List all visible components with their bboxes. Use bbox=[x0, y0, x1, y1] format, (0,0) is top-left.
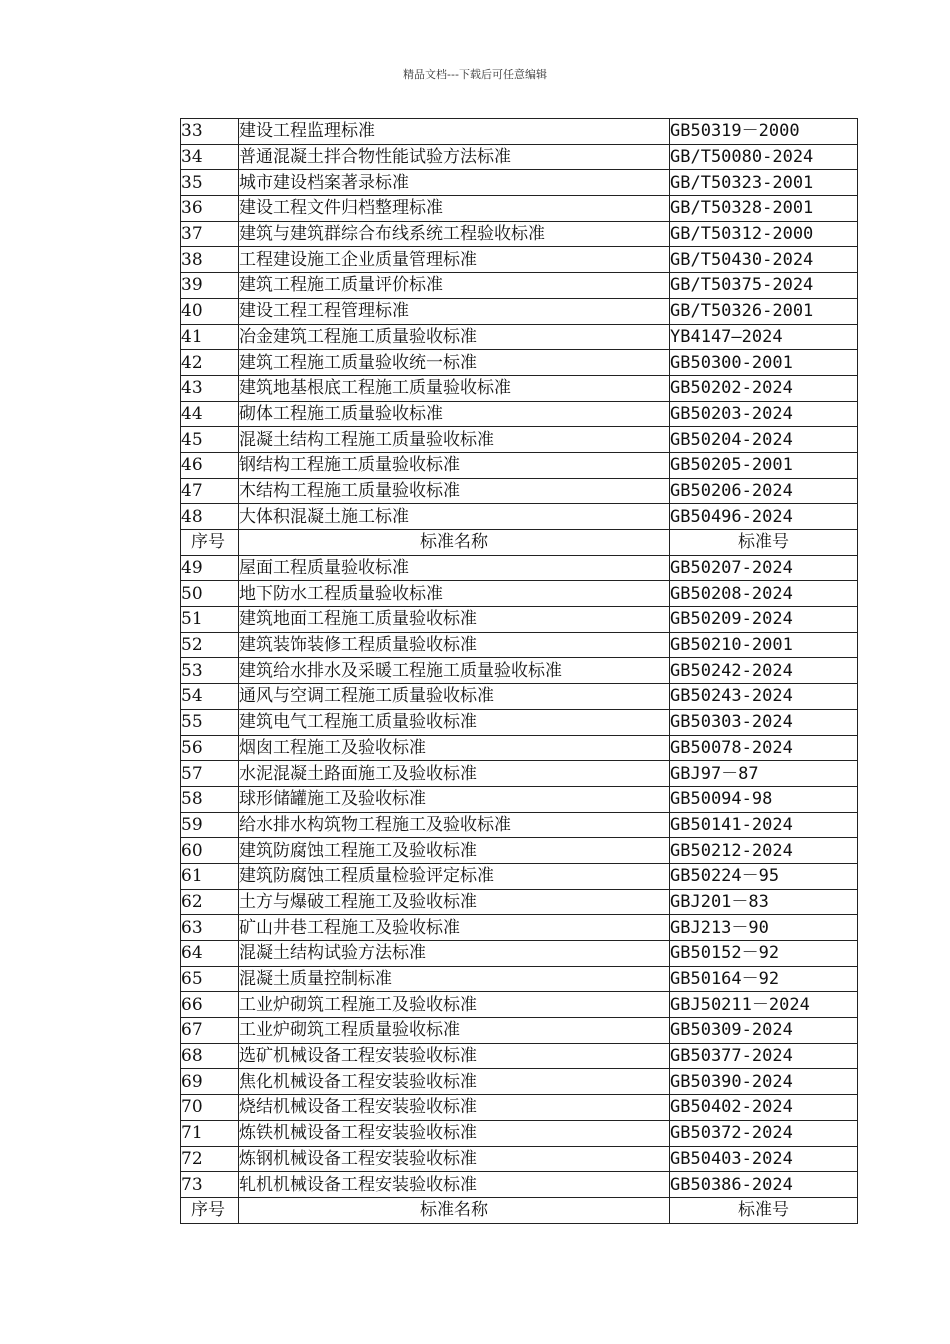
header-standard-code-cell: 标准号 bbox=[670, 1197, 858, 1223]
table-row bbox=[181, 375, 858, 401]
row-number-cell: 50 bbox=[181, 581, 239, 607]
standard-code-cell: GB50386-2024 bbox=[670, 1172, 858, 1198]
table-row bbox=[181, 1095, 858, 1121]
table-row bbox=[181, 555, 858, 581]
standard-name-cell: 工业炉砌筑工程质量验收标准 bbox=[239, 1018, 670, 1044]
table-row bbox=[181, 401, 858, 427]
standard-code-cell: GB50242-2024 bbox=[670, 658, 858, 684]
standards-table-body bbox=[181, 119, 858, 1224]
standard-name-cell: 焦化机械设备工程安装验收标准 bbox=[239, 1069, 670, 1095]
standard-code-cell: GB/T50312-2000 bbox=[670, 221, 858, 247]
row-number-cell: 58 bbox=[181, 786, 239, 812]
table-row bbox=[181, 170, 858, 196]
standard-code-cell: GBJ201－83 bbox=[670, 889, 858, 915]
standard-code-cell: GB50078-2024 bbox=[670, 735, 858, 761]
standard-code-cell: GB/T50430-2024 bbox=[670, 247, 858, 273]
header-standard-name-cell: 标准名称 bbox=[239, 530, 670, 556]
standard-name-cell: 冶金建筑工程施工质量验收标准 bbox=[239, 324, 670, 350]
standard-code-cell: GB50206-2024 bbox=[670, 478, 858, 504]
row-number-cell: 43 bbox=[181, 375, 239, 401]
table-row bbox=[181, 1172, 858, 1198]
row-number-cell: 45 bbox=[181, 427, 239, 453]
table-row bbox=[181, 350, 858, 376]
standard-name-cell: 炼钢机械设备工程安装验收标准 bbox=[239, 1146, 670, 1172]
table-row bbox=[181, 1043, 858, 1069]
row-number-cell: 65 bbox=[181, 966, 239, 992]
standard-code-cell: GB50164－92 bbox=[670, 966, 858, 992]
standard-name-cell: 建设工程工程管理标准 bbox=[239, 298, 670, 324]
standard-code-cell: GB50377-2024 bbox=[670, 1043, 858, 1069]
standard-code-cell: GB50319－2000 bbox=[670, 119, 858, 145]
table-row bbox=[181, 1018, 858, 1044]
table-row bbox=[181, 838, 858, 864]
standard-code-cell: YB4147—2024 bbox=[670, 324, 858, 350]
standard-code-cell: GB50094-98 bbox=[670, 786, 858, 812]
standard-name-cell: 矿山井巷工程施工及验收标准 bbox=[239, 915, 670, 941]
row-number-cell: 38 bbox=[181, 247, 239, 273]
row-number-cell: 36 bbox=[181, 196, 239, 222]
table-row bbox=[181, 1120, 858, 1146]
row-number-cell: 48 bbox=[181, 504, 239, 530]
standard-name-cell: 建筑防腐蚀工程质量检验评定标准 bbox=[239, 863, 670, 889]
standard-code-cell: GB50207-2024 bbox=[670, 555, 858, 581]
standard-code-cell: GB50204-2024 bbox=[670, 427, 858, 453]
row-number-cell: 46 bbox=[181, 452, 239, 478]
row-number-cell: 52 bbox=[181, 632, 239, 658]
standard-name-cell: 混凝土结构工程施工质量验收标准 bbox=[239, 427, 670, 453]
standard-code-cell: GB50243-2024 bbox=[670, 684, 858, 710]
standard-code-cell: GB50202-2024 bbox=[670, 375, 858, 401]
standard-code-cell: GB50496-2024 bbox=[670, 504, 858, 530]
row-number-cell: 70 bbox=[181, 1095, 239, 1121]
standard-name-cell: 普通混凝土拌合物性能试验方法标准 bbox=[239, 144, 670, 170]
standard-name-cell: 混凝土质量控制标准 bbox=[239, 966, 670, 992]
table-header-row bbox=[181, 530, 858, 556]
standard-name-cell: 建筑工程施工质量验收统一标准 bbox=[239, 350, 670, 376]
standard-name-cell: 烟囱工程施工及验收标准 bbox=[239, 735, 670, 761]
table-row bbox=[181, 632, 858, 658]
header-row-number-cell: 序号 bbox=[181, 1197, 239, 1223]
standard-code-cell: GB50212-2024 bbox=[670, 838, 858, 864]
standard-code-cell: GB50152－92 bbox=[670, 941, 858, 967]
standard-code-cell: GB/T50375-2024 bbox=[670, 273, 858, 299]
standard-name-cell: 轧机机械设备工程安装验收标准 bbox=[239, 1172, 670, 1198]
row-number-cell: 39 bbox=[181, 273, 239, 299]
standard-code-cell: GB/T50328-2001 bbox=[670, 196, 858, 222]
row-number-cell: 49 bbox=[181, 555, 239, 581]
table-row bbox=[181, 684, 858, 710]
row-number-cell: 40 bbox=[181, 298, 239, 324]
table-row bbox=[181, 992, 858, 1018]
standard-name-cell: 建筑防腐蚀工程施工及验收标准 bbox=[239, 838, 670, 864]
table-header-row bbox=[181, 1197, 858, 1223]
standard-name-cell: 建筑工程施工质量评价标准 bbox=[239, 273, 670, 299]
header-row-number-cell: 序号 bbox=[181, 530, 239, 556]
table-row bbox=[181, 966, 858, 992]
row-number-cell: 71 bbox=[181, 1120, 239, 1146]
standard-name-cell: 大体积混凝土施工标准 bbox=[239, 504, 670, 530]
standard-name-cell: 选矿机械设备工程安装验收标准 bbox=[239, 1043, 670, 1069]
table-row bbox=[181, 709, 858, 735]
row-number-cell: 54 bbox=[181, 684, 239, 710]
table-row bbox=[181, 478, 858, 504]
header-standard-name-cell: 标准名称 bbox=[239, 1197, 670, 1223]
standard-name-cell: 烧结机械设备工程安装验收标准 bbox=[239, 1095, 670, 1121]
standard-name-cell: 建筑地基根底工程施工质量验收标准 bbox=[239, 375, 670, 401]
row-number-cell: 51 bbox=[181, 607, 239, 633]
table-row bbox=[181, 144, 858, 170]
standard-name-cell: 钢结构工程施工质量验收标准 bbox=[239, 452, 670, 478]
standard-name-cell: 给水排水构筑物工程施工及验收标准 bbox=[239, 812, 670, 838]
header-standard-code-cell: 标准号 bbox=[670, 530, 858, 556]
row-number-cell: 69 bbox=[181, 1069, 239, 1095]
row-number-cell: 62 bbox=[181, 889, 239, 915]
row-number-cell: 72 bbox=[181, 1146, 239, 1172]
standard-name-cell: 土方与爆破工程施工及验收标准 bbox=[239, 889, 670, 915]
row-number-cell: 66 bbox=[181, 992, 239, 1018]
standard-code-cell: GB50402-2024 bbox=[670, 1095, 858, 1121]
standard-code-cell: GB/T50323-2001 bbox=[670, 170, 858, 196]
table-row bbox=[181, 581, 858, 607]
row-number-cell: 68 bbox=[181, 1043, 239, 1069]
table-row bbox=[181, 119, 858, 145]
standard-name-cell: 球形储罐施工及验收标准 bbox=[239, 786, 670, 812]
row-number-cell: 35 bbox=[181, 170, 239, 196]
standard-name-cell: 通风与空调工程施工质量验收标准 bbox=[239, 684, 670, 710]
row-number-cell: 61 bbox=[181, 863, 239, 889]
row-number-cell: 63 bbox=[181, 915, 239, 941]
standard-name-cell: 建设工程文件归档整理标准 bbox=[239, 196, 670, 222]
row-number-cell: 73 bbox=[181, 1172, 239, 1198]
table-row bbox=[181, 915, 858, 941]
standard-code-cell: GB50372-2024 bbox=[670, 1120, 858, 1146]
page-header: 精品文档---下载后可任意编辑 bbox=[403, 68, 547, 81]
row-number-cell: 44 bbox=[181, 401, 239, 427]
standard-name-cell: 炼铁机械设备工程安装验收标准 bbox=[239, 1120, 670, 1146]
row-number-cell: 34 bbox=[181, 144, 239, 170]
standard-name-cell: 建筑装饰装修工程质量验收标准 bbox=[239, 632, 670, 658]
table-row bbox=[181, 889, 858, 915]
standard-name-cell: 混凝土结构试验方法标准 bbox=[239, 941, 670, 967]
standard-name-cell: 水泥混凝土路面施工及验收标准 bbox=[239, 761, 670, 787]
table-row bbox=[181, 1069, 858, 1095]
standard-code-cell: GB50309-2024 bbox=[670, 1018, 858, 1044]
row-number-cell: 60 bbox=[181, 838, 239, 864]
standard-name-cell: 城市建设档案著录标准 bbox=[239, 170, 670, 196]
table-row bbox=[181, 607, 858, 633]
table-row bbox=[181, 735, 858, 761]
table-row bbox=[181, 1146, 858, 1172]
standard-code-cell: GB50141-2024 bbox=[670, 812, 858, 838]
standard-code-cell: GB/T50326-2001 bbox=[670, 298, 858, 324]
row-number-cell: 57 bbox=[181, 761, 239, 787]
table-row bbox=[181, 324, 858, 350]
standard-name-cell: 屋面工程质量验收标准 bbox=[239, 555, 670, 581]
table-row bbox=[181, 941, 858, 967]
standard-code-cell: GB50224－95 bbox=[670, 863, 858, 889]
standard-code-cell: GB50300-2001 bbox=[670, 350, 858, 376]
standard-code-cell: GB50303-2024 bbox=[670, 709, 858, 735]
standard-name-cell: 工程建设施工企业质量管理标准 bbox=[239, 247, 670, 273]
standard-code-cell: GB50210-2001 bbox=[670, 632, 858, 658]
row-number-cell: 53 bbox=[181, 658, 239, 684]
row-number-cell: 47 bbox=[181, 478, 239, 504]
row-number-cell: 64 bbox=[181, 941, 239, 967]
table-row bbox=[181, 273, 858, 299]
table-row bbox=[181, 452, 858, 478]
row-number-cell: 56 bbox=[181, 735, 239, 761]
table-row bbox=[181, 427, 858, 453]
standard-code-cell: GB/T50080-2024 bbox=[670, 144, 858, 170]
row-number-cell: 55 bbox=[181, 709, 239, 735]
row-number-cell: 59 bbox=[181, 812, 239, 838]
standard-code-cell: GB50209-2024 bbox=[670, 607, 858, 633]
standard-code-cell: GBJ97－87 bbox=[670, 761, 858, 787]
standard-name-cell: 砌体工程施工质量验收标准 bbox=[239, 401, 670, 427]
table-row bbox=[181, 812, 858, 838]
table-row bbox=[181, 196, 858, 222]
row-number-cell: 37 bbox=[181, 221, 239, 247]
standard-name-cell: 地下防水工程质量验收标准 bbox=[239, 581, 670, 607]
table-row bbox=[181, 658, 858, 684]
standards-table bbox=[180, 118, 858, 1224]
table-row bbox=[181, 298, 858, 324]
table-row bbox=[181, 786, 858, 812]
row-number-cell: 67 bbox=[181, 1018, 239, 1044]
standard-code-cell: GB50390-2024 bbox=[670, 1069, 858, 1095]
standard-code-cell: GB50403-2024 bbox=[670, 1146, 858, 1172]
table-row bbox=[181, 221, 858, 247]
standard-name-cell: 建筑给水排水及采暖工程施工质量验收标准 bbox=[239, 658, 670, 684]
standard-name-cell: 木结构工程施工质量验收标准 bbox=[239, 478, 670, 504]
standard-code-cell: GB50203-2024 bbox=[670, 401, 858, 427]
standard-name-cell: 建筑与建筑群综合布线系统工程验收标准 bbox=[239, 221, 670, 247]
row-number-cell: 41 bbox=[181, 324, 239, 350]
standard-code-cell: GB50205-2001 bbox=[670, 452, 858, 478]
standard-code-cell: GB50208-2024 bbox=[670, 581, 858, 607]
standard-name-cell: 建筑电气工程施工质量验收标准 bbox=[239, 709, 670, 735]
table-row bbox=[181, 863, 858, 889]
row-number-cell: 42 bbox=[181, 350, 239, 376]
standard-code-cell: GBJ50211－2024 bbox=[670, 992, 858, 1018]
table-row bbox=[181, 504, 858, 530]
standard-name-cell: 工业炉砌筑工程施工及验收标准 bbox=[239, 992, 670, 1018]
standard-name-cell: 建设工程监理标准 bbox=[239, 119, 670, 145]
standard-code-cell: GBJ213－90 bbox=[670, 915, 858, 941]
table-row bbox=[181, 247, 858, 273]
standard-name-cell: 建筑地面工程施工质量验收标准 bbox=[239, 607, 670, 633]
row-number-cell: 33 bbox=[181, 119, 239, 145]
table-row bbox=[181, 761, 858, 787]
